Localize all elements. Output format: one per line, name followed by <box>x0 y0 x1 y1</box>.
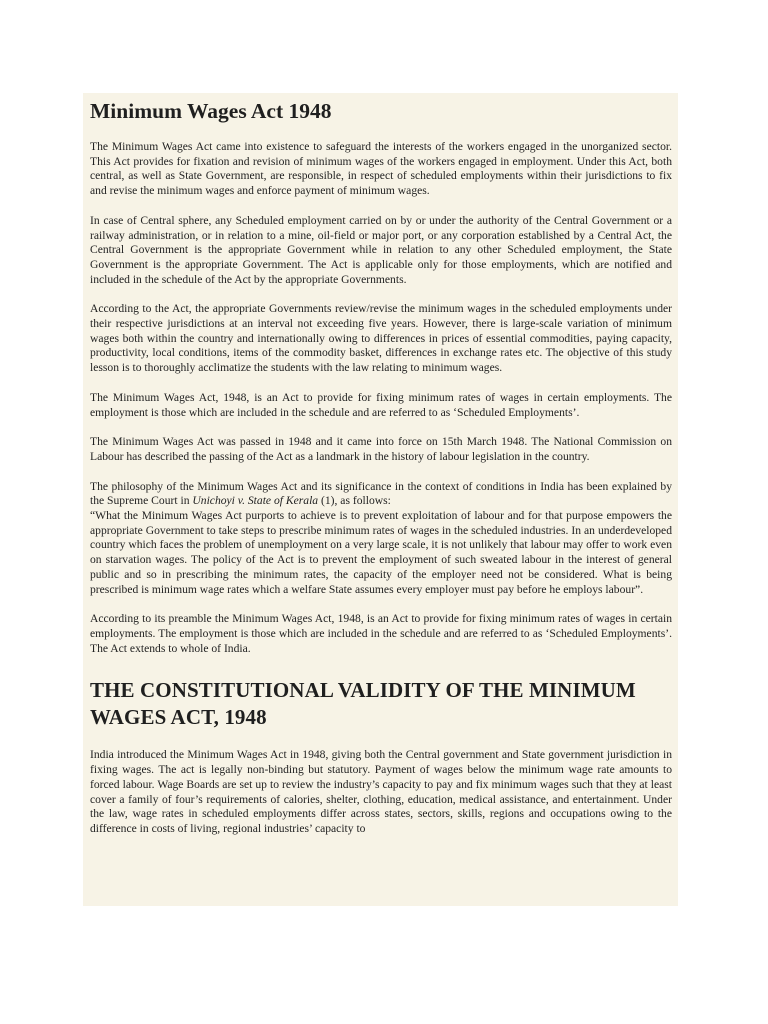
paragraph-constitutional-validity: India introduced the Minimum Wages Act in 1948, giving both the Central government and State government jurisdiction in fixing wages. The act is legally non-binding but statutory. Payment of wages below the minimum wage rate amounts to forced labour. Wage Boards are set up to review the industry’s capacity to pay and fix minimum wages such that they at least cover a family of four’s requirements of calories, shelter, clothing, education, medical assistance, and entertainment. Under the law, wage rates in scheduled employments differ across states, sectors, skills, regions and occupations owing to the difference in costs of living, regional industries’ capacity to <box>90 748 672 835</box>
paragraph-history: The Minimum Wages Act was passed in 1948 and it came into force on 15th March 1948. The National Commission on Labour has described the passing of the Act as a landmark in the history of labour legislation in the country. <box>90 435 672 463</box>
case-name: Unichoyi v. State of Kerala <box>192 494 319 508</box>
philosophy-intro: The philosophy of the Minimum Wages Act and its significance in the context of conditions in India has been explained by the Supreme Court in <box>90 479 672 508</box>
section-heading: THE CONSTITUTIONAL VALIDITY OF THE MINIMUM WAGES ACT, 1948 <box>90 678 636 730</box>
document-page <box>83 93 678 906</box>
paragraph-review: According to the Act, the appropriate Governments review/revise the minimum wages in the scheduled employments under their respective jurisdictions at an interval not exceeding five years. However, there is large-scale variation of minimum wages both within the country and internationally owing to differences in prices of essential commodities, paying capacity, productivity, local conditions, items of the commodity basket, differences in exchange rates etc. The objective of this study lesson is to thoroughly acclimatize the students with the law relating to minimum wages. <box>90 302 672 375</box>
document-title: Minimum Wages Act 1948 <box>90 99 332 123</box>
paragraph-intro: The Minimum Wages Act came into existence to safeguard the interests of the workers engaged in the unorganized sector. This Act provides for fixation and revision of minimum wages of the workers engaged in employment. Under this Act, both central, as well as State Government, are responsible, in respect of scheduled employments within their jurisdictions to fix and revise the minimum wages and enforce payment of minimum wages. <box>90 140 672 198</box>
paragraph-preamble: According to its preamble the Minimum Wages Act, 1948, is an Act to provide for fixing minimum rates of wages in certain employments. The employment is those which are included in the schedule and are referred to as ‘Scheduled Employments’. The Act extends to whole of India. <box>90 612 672 655</box>
paragraph-definition: The Minimum Wages Act, 1948, is an Act to provide for fixing minimum rates of wages in certain employments. The employment is those which are included in the schedule and are referred to as ‘Scheduled Employments’. <box>90 390 672 419</box>
paragraph-philosophy <box>90 480 672 598</box>
philosophy-intro-end: (1), as follows: <box>318 494 391 508</box>
philosophy-quote: “What the Minimum Wages Act purports to achieve is to prevent exploitation of labour and for that purpose empowers the appropriate Government to take steps to prescribe minimum rates of wages in the scheduled industries. In an underdeveloped country which faces the problem of unemployment on a very large scale, it is not unlikely that labour may offer to work even on starvation wages. The policy of the Act is to prevent the employment of such sweated labour in the interest of general public and so in prescribing the minimum rates, the capacity of the employer need not be considered. What is being prescribed is minimum wage rates which a welfare State assumes every employer must pay before he employs labour”. <box>90 509 672 596</box>
paragraph-central-sphere: In case of Central sphere, any Scheduled employment carried on by or under the authority of the Central Government or a railway administration, or in relation to a mine, oil-field or major port, or any corporation established by a Central Act, the Central Government is the appropriate Government while in relation to any other Scheduled employment, the State Government is the appropriate Government. The Act is applicable only for those employments, which are notified and included in the schedule of the Act by the appropriate Governments. <box>90 213 672 286</box>
